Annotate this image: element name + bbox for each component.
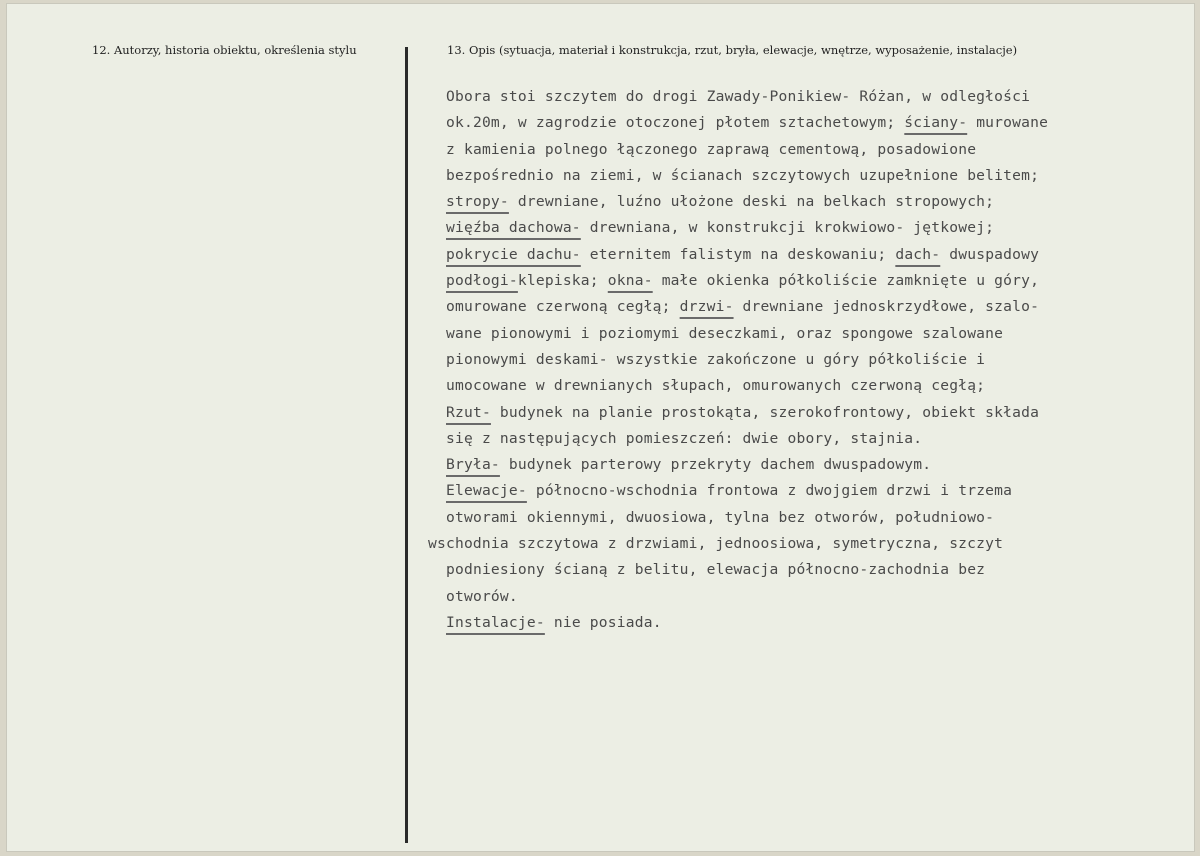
text-run: wschodnia szczytowa z drzwiami, jednoosiowa, symetryczna, szczyt	[428, 535, 1004, 553]
underlined-term: Elewacje-	[446, 482, 527, 500]
text-line	[446, 478, 1194, 504]
text-run: bezpośrednio na ziemi, w ścianach szczytowych uzupełnione belitem;	[446, 166, 1040, 184]
text-line	[446, 347, 1194, 373]
underlined-term: drzwi-	[679, 298, 734, 316]
text-run: małe okienka półkoliście zamknięte u góry,	[652, 272, 1040, 290]
text-run: umocowane w drewnianych słupach, omurowanych czerwoną cegłą;	[446, 377, 986, 395]
text-line	[446, 584, 1194, 610]
text-line	[446, 321, 1194, 347]
text-run: murowane	[967, 114, 1049, 132]
description-text	[428, 84, 1194, 636]
text-run: drewniane jednoskrzydłowe, szalo-	[733, 298, 1040, 316]
underlined-term: stropy-	[446, 193, 509, 211]
text-run: eternitem falistym na deskowaniu;	[580, 245, 896, 263]
text-run: nie posiada.	[544, 613, 662, 631]
underlined-term: okna-	[607, 272, 653, 290]
text-run: otworami okiennymi, dwuosiowa, tylna bez otworów, południowo-	[446, 508, 995, 526]
text-line	[446, 400, 1194, 426]
field-13-label: 13. Opis (sytuacja, materiał i konstrukcja, rzut, bryła, elewacje, wnętrze, wyposażenie, instalacje)	[447, 43, 1018, 57]
text-run: omurowane czerwoną cegłą;	[446, 298, 680, 316]
text-line	[446, 137, 1194, 163]
text-line	[446, 110, 1194, 136]
text-run: północno-wschodnia frontowa z dwojgiem drzwi i trzema	[526, 482, 1013, 500]
underlined-term: pokrycie dachu-	[446, 245, 581, 263]
text-line	[446, 426, 1194, 452]
text-run: dwuspadowy	[940, 245, 1040, 263]
text-line	[446, 84, 1194, 110]
text-run: podniesiony ścianą z belitu, elewacja północno-zachodnia bez	[446, 561, 986, 579]
text-run: ok.20m, w zagrodzie otoczonej płotem sztachetowym;	[446, 114, 905, 132]
text-line	[446, 373, 1194, 399]
text-run: Obora stoi szczytem do drogi Zawady-Ponikiew- Różan, w odległości	[446, 88, 1031, 105]
underlined-term: więźba dachowa-	[446, 219, 581, 237]
underlined-term: dach-	[895, 245, 941, 263]
text-line	[446, 610, 1194, 636]
text-line	[446, 557, 1194, 583]
text-line	[446, 294, 1194, 320]
text-run: z kamienia polnego łączonego zaprawą cementową, posadowione	[446, 140, 977, 158]
underlined-term: ściany-	[904, 114, 968, 132]
text-line	[446, 268, 1194, 294]
text-line	[446, 242, 1194, 268]
text-line	[446, 163, 1194, 189]
column-divider	[405, 47, 408, 843]
text-line	[446, 215, 1194, 241]
text-line	[446, 505, 1194, 531]
text-run: budynek na planie prostokąta, szerokofrontowy, obiekt składa	[490, 403, 1040, 421]
underlined-term: Rzut-	[446, 403, 491, 421]
text-line	[446, 452, 1194, 478]
underlined-term: Bryła-	[446, 456, 500, 474]
text-run: drewniana, w konstrukcji krokwiowo- jętkowej;	[580, 219, 995, 237]
underlined-term: Instalacje-	[446, 613, 545, 631]
text-run: klepiska;	[517, 272, 608, 290]
underlined-term: podłogi-	[446, 272, 518, 290]
text-line	[428, 531, 1194, 557]
text-run: budynek parterowy przekryty dachem dwuspadowym.	[499, 456, 932, 474]
text-run: otworów.	[446, 587, 518, 605]
text-run: drewniane, luźno ułożone deski na belkach stropowych;	[508, 193, 995, 211]
text-line	[446, 189, 1194, 215]
text-run: się z następujących pomieszczeń: dwie obory, stajnia.	[446, 429, 923, 447]
field-12-label: 12. Autorzy, historia obiektu, określenia stylu	[92, 43, 357, 57]
text-run: pionowymi deskami- wszystkie zakończone u góry półkoliście i	[446, 350, 986, 368]
text-run: wane pionowymi i poziomymi deseczkami, oraz spongowe szalowane	[446, 324, 1004, 342]
